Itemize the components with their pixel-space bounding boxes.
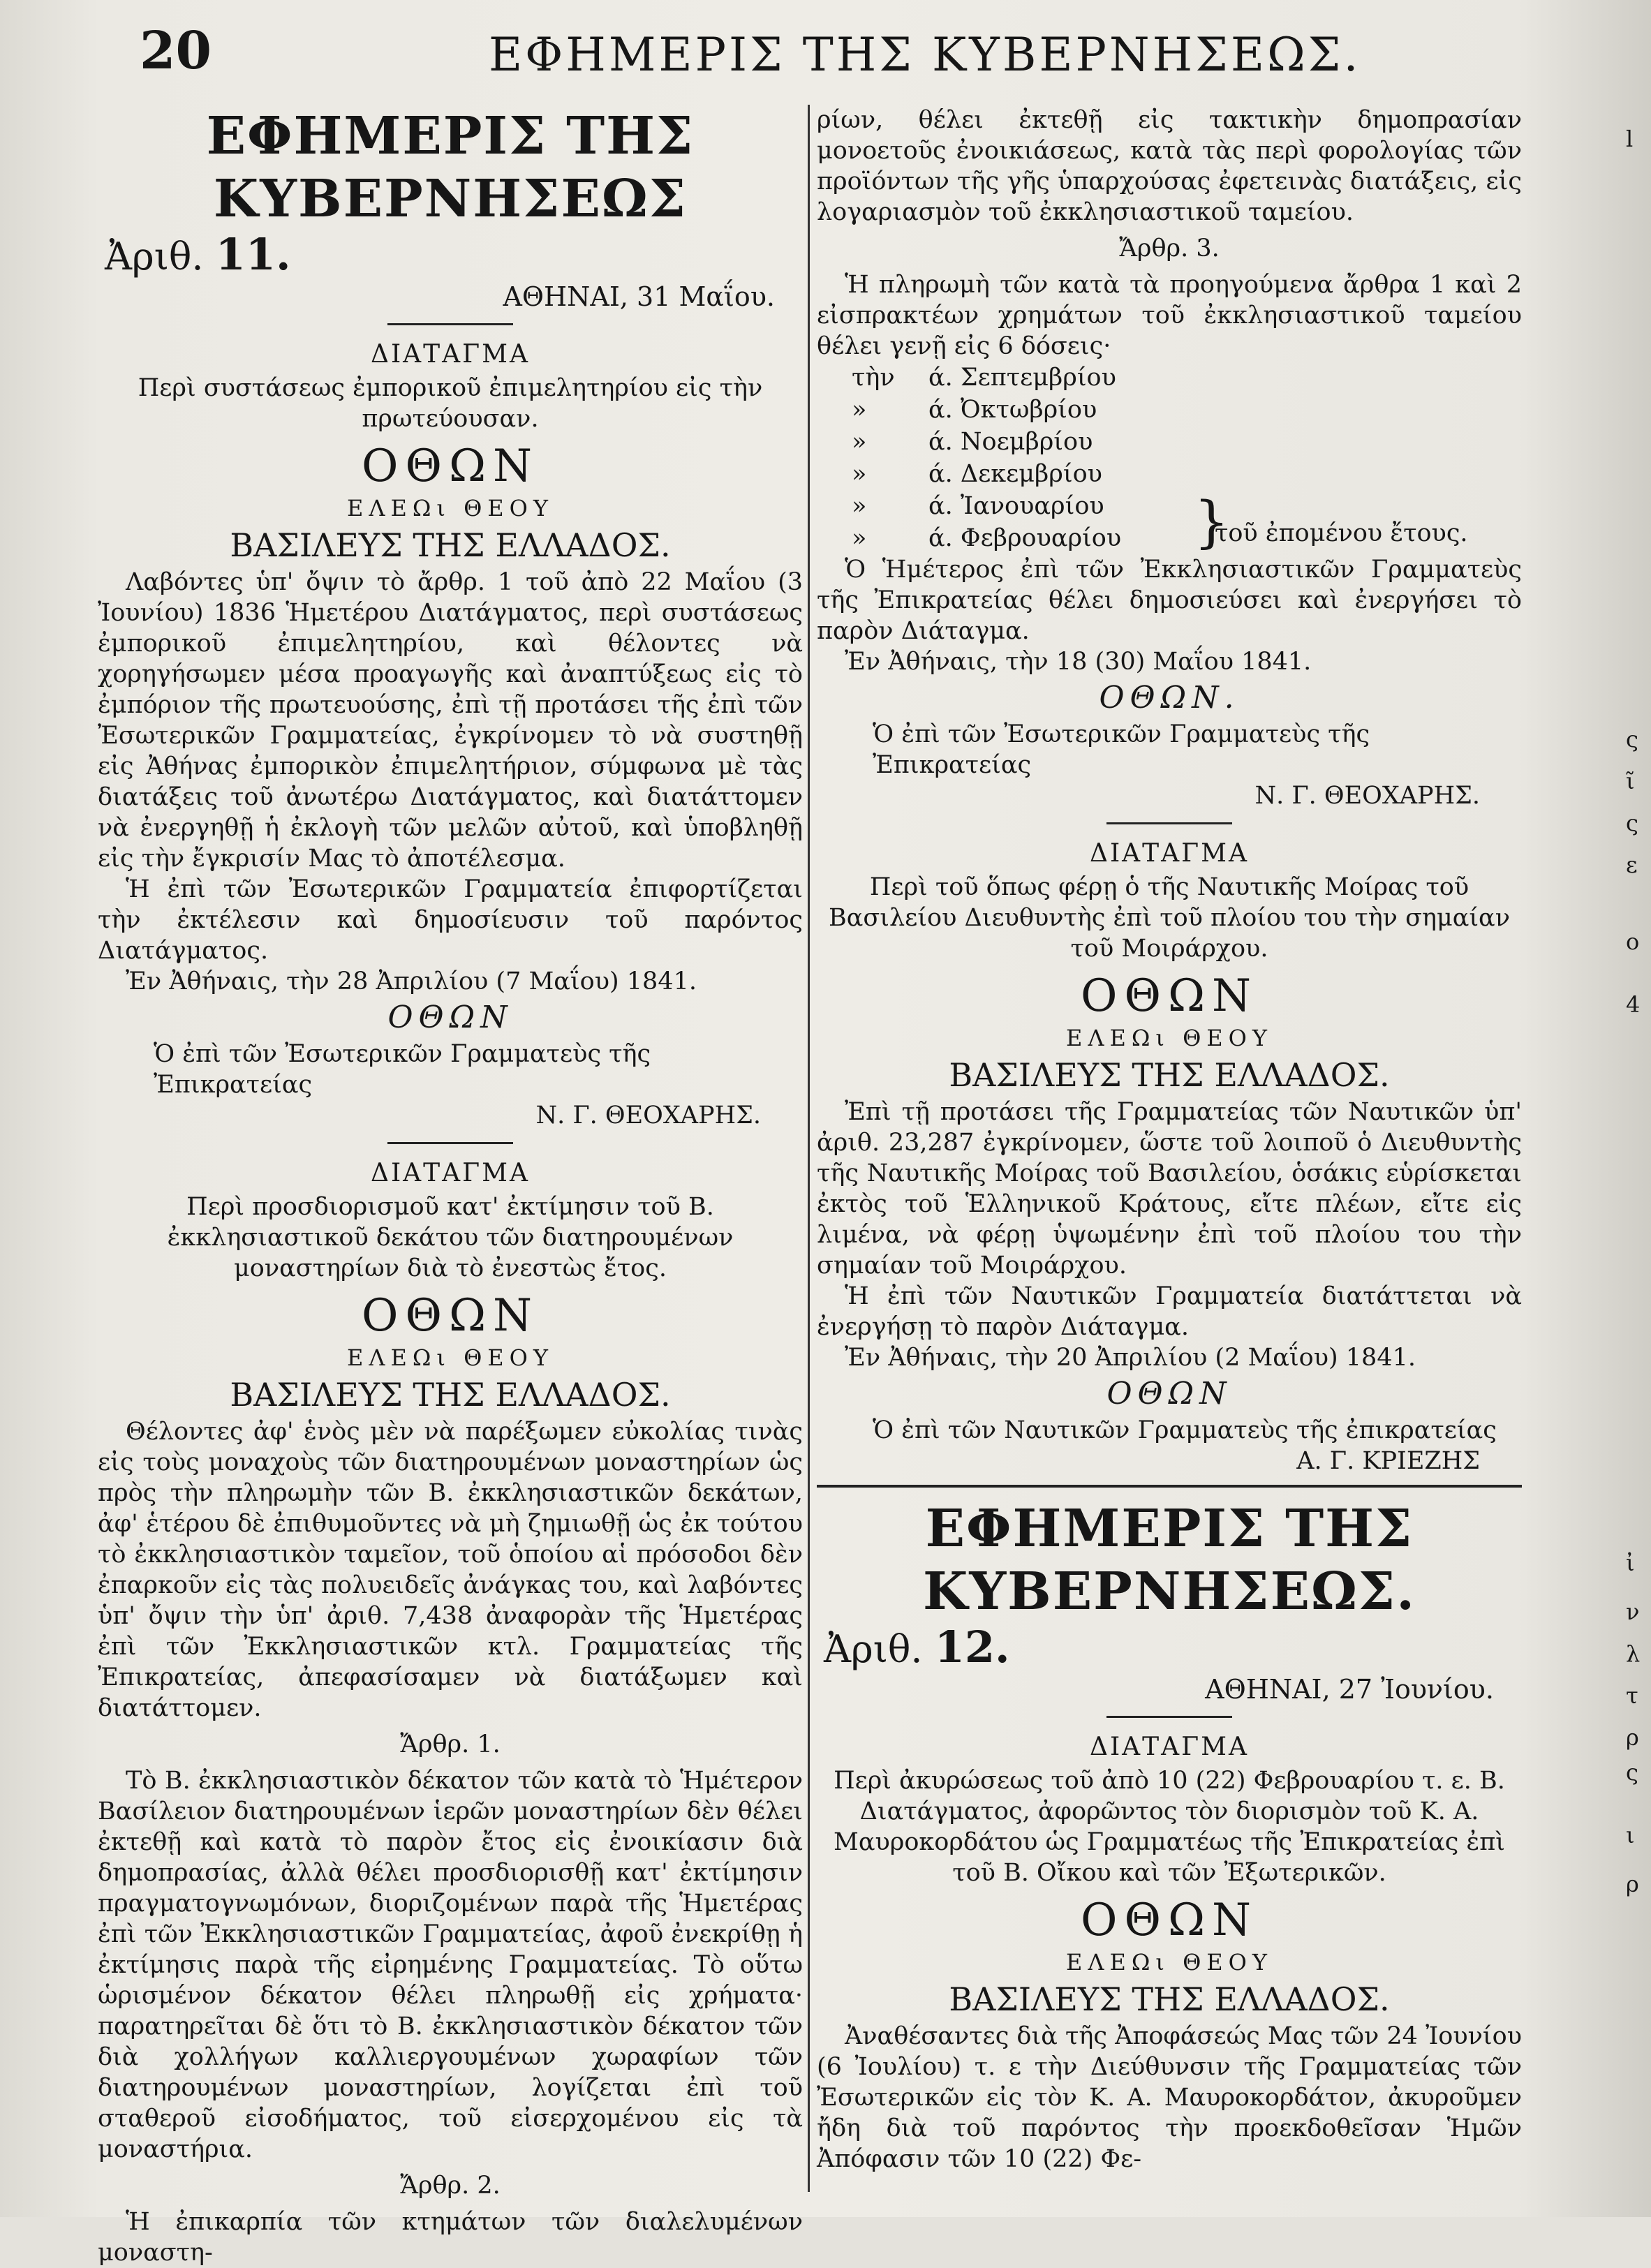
edge-mark: ν (1626, 1599, 1640, 1625)
running-title: ΕΦΗΜΕΡΙΣ ΤΗΣ ΚΥΒΕΡΝΗΣΕΩΣ. (489, 28, 1361, 82)
left-column (98, 105, 803, 2268)
king-title: ΒΑΣΙΛΕΥΣ ΤΗΣ ΕΛΛΑΔΟΣ. (230, 1376, 671, 1414)
decree-paragraph: Θέλοντες ἀφ' ἑνὸς μὲν νὰ παρέξωμεν εὐκολίας τινὰς εἰς τοὺς μοναχοὺς τῶν διατηρουμένων μοναστηρίων ὡς πρὸς τὴν πληρωμὴν τῶν Β. ἐκκλησιαστικῶν δεκάτων, ἀφ' ἑτέρου δὲ ἐπιθυμοῦντες νὰ μὴ ζημιωθῇ ὡς ἐκ τούτου τὸ ἐκκλησιαστικὸν ταμεῖον, τοῦ ὁποίου αἱ πρόσοδοι δὲν ἐπαρκοῦν εἰς τὰς πολυειδεῖς ἀνάγκας του, καὶ λαβόντες ὑπ' ὄψιν τὴν ὑπ' ἀριθ. 7,438 ἀναφορὰν τῆς Ἡμετέρας ἐπὶ τῶν Ἐκκλησιαστικῶν κτλ. Γραμματείας τῆς Ἐπικρατείας, ἀπεφασίσαμεν νὰ διατάξωμεν καὶ διατάττομεν. (98, 1418, 803, 1722)
schedule-lead: » (852, 396, 867, 424)
decree-paragraph: Ἐπὶ τῇ προτάσει τῆς Γραμματείας τῶν Ναυτικῶν ὑπ' ἀριθ. 23,287 ἐγκρίνομεν, ὥστε τοῦ λοιποῦ ὁ Διευθυντὴς τῆς Ναυτικῆς Μοίρας τοῦ Βασιλείου, ὁσάκις εὑρίσκεται ἐκτὸς τοῦ Ἑλληνικοῦ Κράτους, εἴτε πλέων, εἴτε εἰς λιμένα, νὰ φέρῃ ὑψωμένην ἐπὶ τοῦ πλοίου του τὴν σημαίαν τοῦ Μοιράρχου. (817, 1098, 1522, 1280)
royal-signature: ΟΘΩΝ (387, 1000, 513, 1035)
decree-paragraph: Ἡ ἐπὶ τῶν Ἐσωτερικῶν Γραμματεία ἐπιφορτίζεται τὴν ἐκτέλεσιν καὶ δημοσίευσιν τοῦ παρόντος Διατάγματος. (98, 875, 803, 965)
decree-subject: Περὶ ἀκυρώσεως τοῦ ἀπὸ 10 (22) Φεβρουαρίου τ. ε. Β. Διατάγματος, ἀφορῶντος τὸν διορισμὸν τοῦ Κ. Α. Μαυροκορδάτου ὡς Γραμματέως τῆς Ἐπικρατείας ἐπὶ τοῦ Β. Οἴκου καὶ τῶν Ἐξωτερικῶν. (834, 1767, 1505, 1887)
issue-value: 12. (934, 1622, 1010, 1673)
facing-page-edge (1623, 0, 1651, 2217)
grace-of-god: ΕΛΕΩι ΘΕΟΥ (346, 495, 554, 521)
divider (387, 323, 513, 325)
divider (1106, 1716, 1232, 1718)
decree-paragraph: Ὁ Ἡμέτερος ἐπὶ τῶν Ἐκκλησιαστικῶν Γραμματεὺς τῆς Ἐπικρατείας θέλει δημοσιεύσει καὶ ἐνεργήσει τὸ παρὸν Διάταγμα. (817, 556, 1522, 645)
issue-date: ΑΘΗΝΑΙ, 27 Ἰουνίου. (1205, 1674, 1494, 1705)
schedule-item: ά. Δεκεμβρίου (928, 460, 1102, 488)
edge-mark: ρ (1626, 1724, 1639, 1751)
issue-label: Ἀριθ. (105, 235, 204, 279)
issue-number (105, 230, 803, 281)
article-heading: Ἄρθρ. 1. (400, 1730, 501, 1758)
issue-label: Ἀριθ. (824, 1627, 923, 1671)
decree-subject: Περὶ συστάσεως ἐμπορικοῦ ἐπιμελητηρίου εἰς τὴν πρωτεύουσαν. (138, 374, 763, 433)
king-name: ΟΘΩΝ (1081, 1895, 1258, 1946)
royal-signature: ΟΘΩΝ (1106, 1376, 1232, 1411)
section-rule (817, 1485, 1522, 1488)
decree-date: Ἐν Ἀθήναις, τὴν 28 Ἀπριλίου (7 Μαΐου) 1841. (126, 968, 697, 995)
divider (387, 1142, 513, 1144)
continued-paragraph: ρίων, θέλει ἐκτεθῇ εἰς τακτικὴν δημοπρασίαν μονοετοῦς ἐνοικιάσεως, κατὰ τὰς περὶ φορολογίας τῶν προϊόντων τῆς γῆς ὑπαρχούσας ἐφετεινὰς διατάξεις, εἰς λογαριασμὸν τοῦ ἐκκλησιαστικοῦ ταμείου. (817, 106, 1522, 226)
edge-mark: l (1626, 126, 1634, 152)
edge-mark: ρ (1626, 1871, 1639, 1897)
decree-paragraph: Λαβόντες ὑπ' ὄψιν τὸ ἄρθρ. 1 τοῦ ἀπὸ 22 Μαΐου (3 Ἰουνίου) 1836 Ἡμετέρου Διατάγματος, περὶ συστάσεως ἐμπορικοῦ ἐπιμελητηρίου, καὶ θέλοντες νὰ χορηγήσωμεν μέσα προαγωγῆς καὶ ἀναπτύξεως εἰς τὸ ἐμπόριον τῆς πρωτευούσης, ἐπὶ τῇ προτάσει τῆς ἐπὶ τῶν Ἐσωτερικῶν Γραμματείας, ἐγκρίνομεν τὸ νὰ συστηθῇ εἰς Ἀθήνας ἐμπορικὸν ἐπιμελητήριον, σύμφωνα μὲ τὰς διατάξεις τοῦ ἀνωτέρω Διατάγματος, καὶ διατάττομεν νὰ ἐνεργηθῇ ἡ ἐκλογὴ τῶν μελῶν αὐτοῦ, καὶ ὑποβληθῇ εἰς τὴν ἔγκρισίν Μας τὸ ἀποτέλεσμα. (98, 568, 803, 873)
decree-paragraph: Ἡ ἐπικαρπία τῶν κτημάτων τῶν διαλελυμένων μοναστη- (98, 2208, 803, 2267)
king-title: ΒΑΣΙΛΕΥΣ ΤΗΣ ΕΛΛΑΔΟΣ. (949, 1056, 1390, 1094)
issue-number (824, 1623, 1522, 1674)
grace-of-god: ΕΛΕΩι ΘΕΟΥ (1065, 1025, 1273, 1051)
schedule-item: ά. Νοεμβρίου (928, 428, 1093, 456)
edge-mark: ς (1626, 726, 1638, 753)
grace-of-god: ΕΛΕΩι ΘΕΟΥ (346, 1344, 554, 1371)
decree-subject: Περὶ τοῦ ὅπως φέρῃ ὁ τῆς Ναυτικῆς Μοίρας τοῦ Βασιλείου Διευθυντὴς ἐπὶ τοῦ πλοίου του τὴν σημαίαν τοῦ Μοιράρχου. (829, 873, 1510, 963)
issue-date: ΑΘΗΝΑΙ, 31 Μαΐου. (503, 281, 775, 312)
decree-paragraph: Ἡ ἐπὶ τῶν Ναυτικῶν Γραμματεία διατάττεται νὰ ἐνεργήσῃ τὸ παρὸν Διάταγμα. (817, 1282, 1522, 1341)
brace-icon: } (1194, 489, 1229, 554)
edge-mark: τ (1626, 1682, 1638, 1709)
page-header (140, 21, 1522, 98)
decree-title: ΔΙΑΤΑΓΜΑ (370, 340, 531, 369)
edge-mark: ἰ (1626, 1550, 1635, 1576)
payment-schedule (852, 362, 1522, 554)
decree-paragraph: Τὸ Β. ἐκκλησιαστικὸν δέκατον τῶν κατὰ τὸ Ἡμέτερον Βασίλειον διατηρουμένων ἱερῶν μοναστηρίων δὲν θέλει ἐκτεθῇ καὶ κατὰ τὸ παρὸν ἔτος εἰς ἐνοικίασιν διὰ δημοπρασίας, ἀλλὰ θέλει προσδιορισθῇ κατ' ἐκτίμησιν πραγματογνωμόνων, διοριζομένων παρὰ τῆς Ἡμετέρας ἐπὶ τῶν Ἐκκλησιαστικῶν Γραμματείας, ἀφοῦ ἐνεκρίθῃ ἡ ἐκτίμησις παρὰ τῆς εἰρημένης Γραμματείας. Τὸ οὕτω ὡρισμένον δέκατον θέλει πληρωθῇ εἰς χρήματα· παρατηρεῖται δὲ ὅτι τὸ Β. ἐκκλησιαστικὸν δέκατον τῶν διὰ χολλήγων καλλιεργουμένων χωραφίων τῶν διατηρουμένων μοναστηρίων, λογίζεται ἐπὶ τοῦ σταθεροῦ εἰσοδήματος, τοῦ εἰσερχομένου εἰς τὰ μοναστήρια. (98, 1767, 803, 2163)
schedule-lead: τὴν (852, 364, 895, 392)
grace-of-god: ΕΛΕΩι ΘΕΟΥ (1065, 1949, 1273, 1976)
schedule-item: ά. Σεπτεμβρίου (928, 364, 1116, 392)
edge-mark: ς (1626, 1759, 1638, 1786)
decree-title: ΔΙΑΤΑΓΜΑ (370, 1159, 531, 1187)
minister-title: Ὁ ἐπὶ τῶν Ναυτικῶν Γραμματεὺς τῆς ἐπικρατείας (873, 1416, 1497, 1444)
issue-value: 11. (215, 229, 291, 280)
schedule-lead: » (852, 428, 867, 456)
column-divider (808, 105, 810, 2192)
edge-mark: ο (1626, 928, 1640, 955)
edge-mark: 4 (1626, 991, 1641, 1018)
minister-title: Ὁ ἐπὶ τῶν Ἐσωτερικῶν Γραμματεὺς τῆς Ἐπικρατείας (154, 1040, 651, 1099)
decree-paragraph: Ἡ πληρωμὴ τῶν κατὰ τὰ προηγούμενα ἄρθρα 1 καὶ 2 εἰσπρακτέων χρημάτων τοῦ ἐκκλησιαστικοῦ ταμείου θέλει γενῇ εἰς 6 δόσεις· (817, 271, 1522, 360)
decree-subject: Περὶ προσδιορισμοῦ κατ' ἐκτίμησιν τοῦ Β. ἐκκλησιαστικοῦ δεκάτου τῶν διατηρουμένων μοναστηρίων διὰ τὸ ἐνεστὼς ἔτος. (167, 1193, 734, 1282)
article-heading: Ἄρθρ. 3. (1119, 235, 1220, 262)
divider (1106, 822, 1232, 824)
decree-title: ΔΙΑΤΑΓΜΑ (1089, 1733, 1250, 1761)
minister-name: Α. Γ. ΚΡΙΕΖΗΣ (1296, 1447, 1480, 1475)
edge-mark: ι (1626, 1822, 1635, 1848)
schedule-note-wrap (1194, 489, 1529, 554)
schedule-item: ά. Ὀκτωβρίου (928, 396, 1097, 424)
king-name: ΟΘΩΝ (362, 1290, 539, 1342)
minister-name: Ν. Γ. ΘΕΟΧΑΡΗΣ. (535, 1102, 761, 1129)
king-name: ΟΘΩΝ (1081, 970, 1258, 1022)
decree-title: ΔΙΑΤΑΓΜΑ (1089, 839, 1250, 868)
right-column (817, 105, 1522, 2174)
king-name: ΟΘΩΝ (362, 440, 539, 492)
schedule-lead: » (852, 524, 867, 552)
schedule-lead: » (852, 460, 867, 488)
edge-mark: ε (1626, 852, 1638, 878)
decree-paragraph: Ἀναθέσαντες διὰ τῆς Ἀποφάσεώς Μας τῶν 24 Ἰουνίου (6 Ἰουλίου) τ. ε τὴν Διεύθυνσιν τῆς Γραμματείας τῶν Ἐσωτερικῶν εἰς τὸν Κ. Α. Μαυροκορδάτον, ἀκυροῦμεν ἤδη διὰ τοῦ παρόντος τὴν προεκδοθεῖσαν Ἡμῶν Ἀπόφασιν τῶν 10 (22) Φε- (817, 2022, 1522, 2173)
schedule-lead: » (852, 492, 867, 520)
minister-name: Ν. Γ. ΘΕΟΧΑΡΗΣ. (1254, 782, 1480, 810)
king-title: ΒΑΣΙΛΕΥΣ ΤΗΣ ΕΛΛΑΔΟΣ. (230, 526, 671, 564)
royal-signature: ΟΘΩΝ. (1099, 680, 1240, 716)
schedule-item: ά. Φεβρουαρίου (928, 524, 1122, 552)
page-number: 20 (140, 21, 212, 81)
schedule-item: ά. Ἰανουαρίου (928, 492, 1104, 520)
minister-title: Ὁ ἐπὶ τῶν Ἐσωτερικῶν Γραμματεὺς τῆς Ἐπικρατείας (873, 720, 1370, 779)
edge-mark: ῖ (1626, 768, 1635, 794)
gazette-masthead: ΕΦΗΜΕΡΙΣ ΤΗΣ ΚΥΒΕΡΝΗΣΕΩΣ. (923, 1499, 1416, 1622)
decree-date: Ἐν Ἀθήναις, τὴν 20 Ἀπριλίου (2 Μαΐου) 1841. (845, 1344, 1416, 1372)
article-heading: Ἄρθρ. 2. (400, 2172, 501, 2200)
decree-date: Ἐν Ἀθήναις, τὴν 18 (30) Μαΐου 1841. (845, 648, 1312, 676)
schedule-note: τοῦ ἐπομένου ἔτους. (1215, 519, 1468, 547)
edge-mark: λ (1626, 1640, 1641, 1667)
gazette-masthead: ΕΦΗΜΕΡΙΣ ΤΗΣ ΚΥΒΕΡΝΗΣΕΩΣ (206, 106, 695, 229)
king-title: ΒΑΣΙΛΕΥΣ ΤΗΣ ΕΛΛΑΔΟΣ. (949, 1980, 1390, 2018)
edge-mark: ς (1626, 810, 1638, 836)
